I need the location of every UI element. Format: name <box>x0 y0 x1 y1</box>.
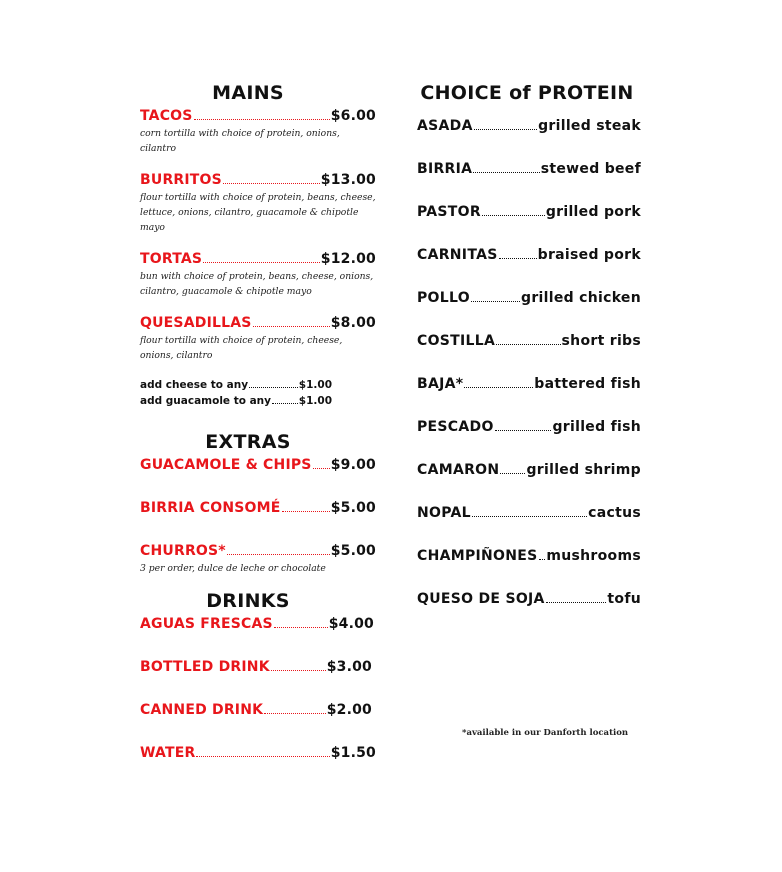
protein-desc: mushrooms <box>546 548 641 564</box>
protein-camaron <box>417 462 641 478</box>
addon-price: $1.00 <box>298 395 332 407</box>
right-column <box>417 82 641 607</box>
protein-costilla <box>417 333 641 349</box>
menu-item-canned-drink <box>140 702 372 718</box>
item-price: $4.00 <box>328 616 374 632</box>
menu-item-tortas <box>140 251 376 299</box>
menu-item-guacamole-chips <box>140 457 376 473</box>
protein-champinones <box>417 548 641 564</box>
protein-pescado <box>417 419 641 435</box>
mains-heading: MAINS <box>212 82 284 104</box>
item-description: 3 per order, dulce de leche or chocolate <box>140 563 326 574</box>
addon-name: add cheese to any <box>140 379 249 391</box>
protein-birria <box>417 161 641 177</box>
protein-desc: grilled steak <box>538 118 641 134</box>
item-price: $12.00 <box>320 251 376 267</box>
protein-name: BIRRIA <box>417 161 473 177</box>
item-name: WATER <box>140 745 196 761</box>
protein-name: CARNITAS <box>417 247 498 263</box>
protein-desc: grilled fish <box>552 419 641 435</box>
extras-heading: EXTRAS <box>205 431 291 453</box>
availability-note: *available in our Danforth location <box>462 728 629 738</box>
protein-desc: tofu <box>607 591 641 607</box>
item-name: BOTTLED DRINK <box>140 659 270 675</box>
menu-item-birria-consome <box>140 500 376 516</box>
protein-desc: cactus <box>588 505 641 521</box>
item-description: flour tortilla with choice of protein, cheese, onions, cilantro <box>140 335 343 361</box>
protein-name: QUESO DE SOJA <box>417 591 545 607</box>
protein-name: CHAMPIÑONES <box>417 548 538 564</box>
protein-name: PESCADO <box>417 419 494 435</box>
menu-item-water <box>140 745 376 761</box>
protein-asada <box>417 118 641 134</box>
protein-carnitas <box>417 247 641 263</box>
item-name: GUACAMOLE & CHIPS <box>140 457 312 473</box>
protein-pastor <box>417 204 641 220</box>
item-name: CANNED DRINK <box>140 702 264 718</box>
menu-item-quesadillas <box>140 315 376 363</box>
protein-name: CAMARON <box>417 462 500 478</box>
protein-baja <box>417 376 641 392</box>
protein-desc: grilled pork <box>545 204 641 220</box>
item-description: bun with choice of protein, beans, cheese, onions, cilantro, guacamole & chipotle mayo <box>140 271 374 297</box>
protein-desc: grilled shrimp <box>526 462 641 478</box>
item-name: CHURROS* <box>140 543 226 559</box>
protein-name: PASTOR <box>417 204 481 220</box>
protein-desc: grilled chicken <box>521 290 641 306</box>
menu-item-bottled-drink <box>140 659 372 675</box>
item-price: $5.00 <box>330 543 376 559</box>
left-column <box>140 82 376 761</box>
item-name: TORTAS <box>140 251 203 267</box>
protein-pollo <box>417 290 641 306</box>
item-price: $6.00 <box>330 108 376 124</box>
protein-name: NOPAL <box>417 505 471 521</box>
item-price: $3.00 <box>326 659 372 675</box>
item-price: $5.00 <box>330 500 376 516</box>
protein-name: ASADA <box>417 118 473 134</box>
protein-desc: battered fish <box>534 376 641 392</box>
item-name: AGUAS FRESCAS <box>140 616 273 632</box>
menu-item-tacos <box>140 108 376 156</box>
protein-desc: short ribs <box>561 333 641 349</box>
protein-name: COSTILLA <box>417 333 496 349</box>
item-price: $9.00 <box>330 457 376 473</box>
addon-guacamole <box>140 395 332 407</box>
protein-desc: braised pork <box>537 247 641 263</box>
item-price: $2.00 <box>326 702 372 718</box>
menu-item-aguas-frescas <box>140 616 374 632</box>
item-name: BURRITOS <box>140 172 222 188</box>
item-name: QUESADILLAS <box>140 315 252 331</box>
protein-nopal <box>417 505 641 521</box>
menu-item-burritos <box>140 172 376 235</box>
protein-name: POLLO <box>417 290 470 306</box>
protein-queso-de-soja <box>417 591 641 607</box>
item-description: corn tortilla with choice of protein, onions, cilantro <box>140 128 340 154</box>
item-name: BIRRIA CONSOMÉ <box>140 500 281 516</box>
addon-price: $1.00 <box>298 379 332 391</box>
addon-cheese <box>140 379 332 391</box>
protein-name: BAJA* <box>417 376 464 392</box>
protein-heading: CHOICE of PROTEIN <box>420 82 634 104</box>
item-price: $1.50 <box>330 745 376 761</box>
addon-name: add guacamole to any <box>140 395 271 407</box>
item-price: $13.00 <box>320 172 376 188</box>
item-name: TACOS <box>140 108 193 124</box>
drinks-heading: DRINKS <box>206 590 290 612</box>
item-price: $8.00 <box>330 315 376 331</box>
protein-desc: stewed beef <box>540 161 641 177</box>
item-description: flour tortilla with choice of protein, beans, cheese, lettuce, onions, cilantro, guacamole & chipotle mayo <box>140 192 376 233</box>
menu-item-churros <box>140 543 376 576</box>
